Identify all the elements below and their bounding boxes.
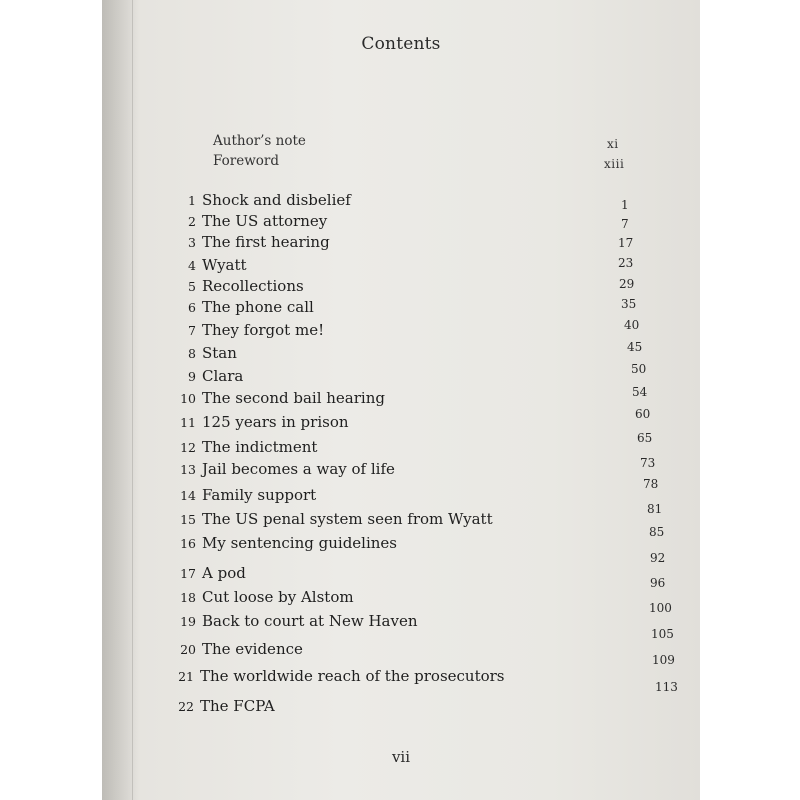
chapter-page: 96: [650, 576, 666, 590]
chapter-entry: [172, 512, 493, 527]
chapter-entry: [172, 258, 247, 273]
chapter-entry: [172, 279, 304, 294]
chapter-number: 7: [188, 323, 196, 338]
chapter-page: 40: [624, 318, 640, 332]
page-title: Contents: [361, 34, 441, 54]
front-matter-page: xi: [607, 137, 619, 151]
chapter-number: 2: [188, 214, 196, 229]
chapter-number: 8: [188, 346, 196, 361]
chapter-page: 109: [652, 653, 675, 667]
chapter-title: Wyatt: [202, 256, 247, 274]
chapter-page: 29: [619, 277, 635, 291]
chapter-entry: [172, 235, 330, 250]
chapter-title: Back to court at New Haven: [202, 612, 418, 630]
chapter-entry: [172, 369, 243, 384]
chapter-title: Shock and disbelief: [202, 191, 351, 209]
chapter-page: 65: [637, 431, 653, 445]
chapter-number: 1: [188, 193, 196, 208]
chapter-entry: [172, 462, 395, 477]
chapter-title: The FCPA: [200, 697, 275, 715]
chapter-page: 17: [618, 236, 634, 250]
chapter-page: 7: [621, 217, 629, 231]
chapter-title: Cut loose by Alstom: [202, 588, 354, 606]
chapter-page: 85: [649, 525, 665, 539]
chapter-entry: [172, 214, 327, 229]
chapter-number: 22: [178, 699, 194, 714]
chapter-page: 45: [627, 340, 643, 354]
chapter-number: 17: [180, 566, 196, 581]
front-matter-page: xiii: [604, 157, 625, 171]
chapter-page: 78: [643, 477, 659, 491]
chapter-page: 60: [635, 407, 651, 421]
chapter-title: Jail becomes a way of life: [202, 460, 395, 478]
front-matter-label: Foreword: [213, 153, 279, 169]
chapter-title: A pod: [202, 564, 246, 582]
chapter-page: 35: [621, 297, 637, 311]
chapter-entry: [172, 614, 418, 629]
chapter-title: The US attorney: [202, 212, 328, 230]
chapter-number: 11: [180, 415, 196, 430]
chapter-entry: [172, 415, 349, 430]
chapter-entry: [172, 440, 317, 455]
chapter-entry: [172, 536, 397, 551]
chapter-number: 13: [180, 462, 196, 477]
chapter-page: 81: [647, 502, 663, 516]
chapter-title: The phone call: [202, 298, 314, 316]
chapter-entry: [172, 642, 303, 657]
chapter-title: The second bail hearing: [202, 389, 385, 407]
chapter-number: 6: [188, 300, 196, 315]
chapter-number: 3: [188, 235, 196, 250]
chapter-number: 12: [180, 440, 196, 455]
chapter-page: 105: [651, 627, 674, 641]
chapter-page: 50: [631, 362, 647, 376]
chapter-entry: [172, 566, 246, 581]
chapter-title: Family support: [202, 486, 317, 504]
chapter-title: Clara: [202, 367, 244, 385]
chapter-entry: [172, 346, 237, 361]
chapter-page: 54: [632, 385, 648, 399]
chapter-entry: [172, 193, 351, 208]
chapter-page: 23: [618, 256, 634, 270]
chapter-entry: [172, 323, 324, 338]
chapter-page: 1: [621, 198, 629, 212]
chapter-title: 125 years in prison: [202, 413, 349, 431]
chapter-number: 4: [188, 258, 196, 273]
chapter-number: 16: [180, 536, 196, 551]
chapter-number: 5: [188, 279, 196, 294]
chapter-number: 9: [188, 369, 196, 384]
chapter-entry: [170, 669, 505, 684]
chapter-title: The US penal system seen from Wyatt: [202, 510, 493, 528]
chapter-entry: [172, 590, 354, 605]
chapter-number: 14: [180, 488, 196, 503]
chapter-page: 73: [640, 456, 656, 470]
book-page: [102, 0, 700, 800]
chapter-title: The worldwide reach of the prosecutors: [200, 667, 505, 685]
front-matter-label: Author’s note: [213, 133, 306, 149]
page-folio: vii: [391, 748, 411, 766]
chapter-entry: [170, 699, 275, 714]
chapter-page: 92: [650, 551, 666, 565]
chapter-entry: [172, 300, 314, 315]
chapter-number: 10: [180, 391, 196, 406]
chapter-number: 15: [180, 512, 196, 527]
chapter-number: 19: [180, 614, 196, 629]
chapter-page: 113: [655, 680, 678, 694]
chapter-title: Recollections: [202, 277, 304, 295]
chapter-number: 20: [180, 642, 196, 657]
chapter-entry: [172, 488, 316, 503]
chapter-title: The evidence: [202, 640, 303, 658]
chapter-title: They forgot me!: [202, 321, 325, 339]
chapter-title: The indictment: [202, 438, 318, 456]
chapter-entry: [172, 391, 385, 406]
chapter-title: Stan: [202, 344, 237, 362]
chapter-title: The first hearing: [202, 233, 330, 251]
chapter-title: My sentencing guidelines: [202, 534, 397, 552]
chapter-page: 100: [649, 601, 672, 615]
chapter-number: 21: [178, 669, 194, 684]
chapter-number: 18: [180, 590, 196, 605]
background-edge: [700, 0, 800, 800]
